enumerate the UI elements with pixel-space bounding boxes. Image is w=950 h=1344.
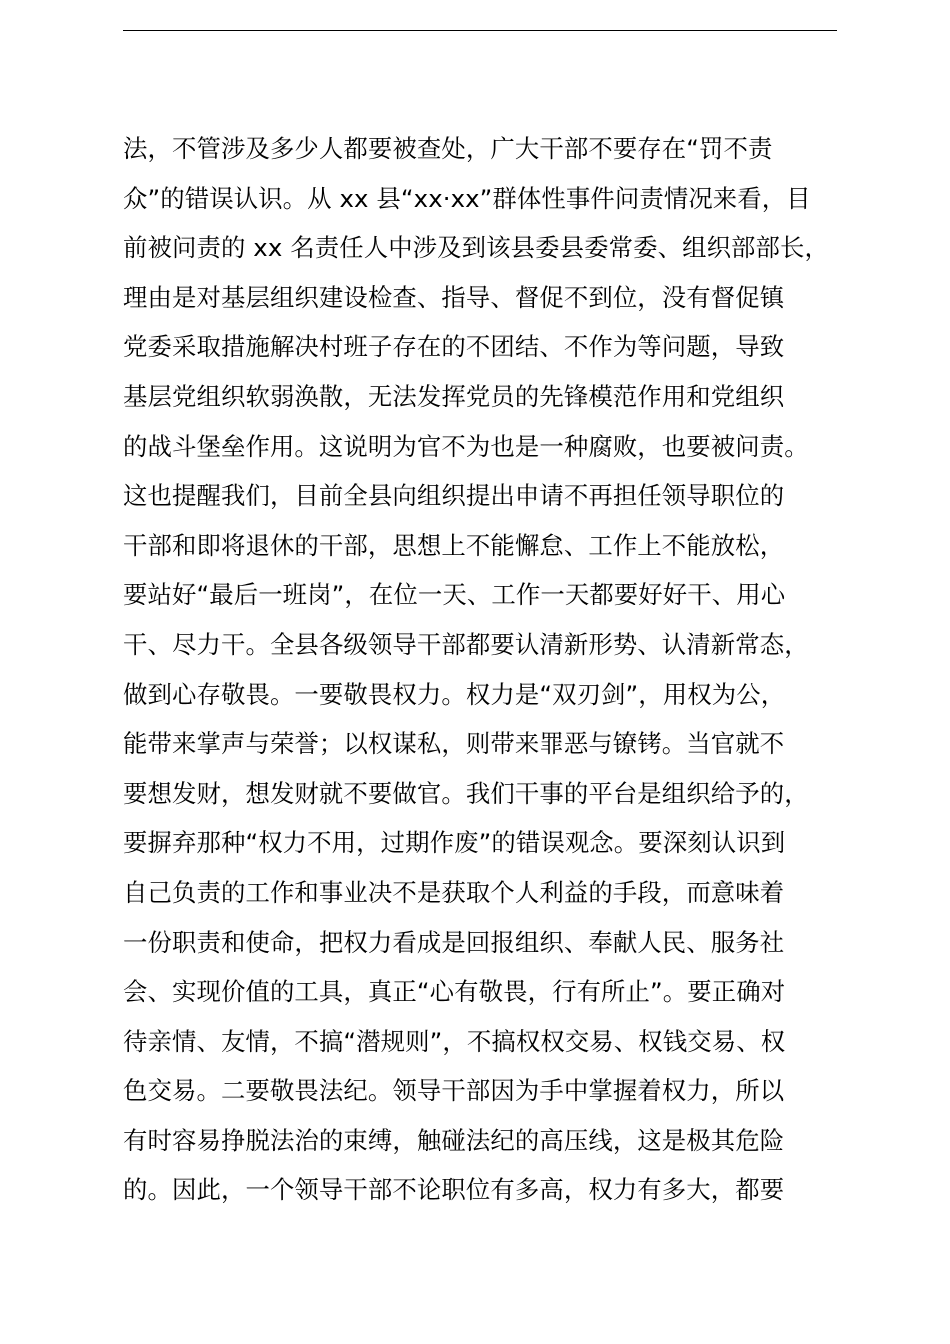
text-line: 要想发财，想发财就不要做官。我们干事的平台是组织给予的，	[123, 778, 809, 808]
text-line: 一份职责和使命，把权力看成是回报组织、奉献人民、服务社	[123, 927, 785, 957]
text-line: 党委采取措施解决村班子存在的不团结、不作为等问题，导致	[123, 332, 785, 362]
text-line: 会、实现价值的工具，真正“心有敬畏，行有所止”。要正确对	[123, 977, 786, 1007]
text-line: 众”的错误认识。从 xx 县“xx·xx”群体性事件问责情况来看，目	[123, 183, 811, 213]
text-line: 法，不管涉及多少人都要被查处，广大干部不要存在“罚不责	[123, 134, 773, 163]
text-line: 这也提醒我们，目前全县向组织提出申请不再担任领导职位的	[123, 481, 785, 511]
text-line: 要摒弃那种“权力不用，过期作废”的错误观念。要深刻认识到	[123, 828, 786, 858]
text-line: 前被问责的 xx 名责任人中涉及到该县委县委常委、组织部部长，	[123, 233, 830, 263]
text-line: 干部和即将退休的干部，思想上不能懈怠、工作上不能放松，	[123, 530, 785, 560]
body-text	[123, 124, 873, 1215]
text-line: 色交易。二要敬畏法纪。领导干部因为手中掌握着权力，所以	[123, 1076, 785, 1106]
text-line: 理由是对基层组织建设检查、指导、督促不到位，没有督促镇	[123, 282, 785, 312]
header-rule	[123, 30, 837, 31]
text-line: 能带来掌声与荣誉；以权谋私，则带来罪恶与镣铐。当官就不	[123, 729, 785, 759]
text-line: 有时容易挣脱法治的束缚，触碰法纪的高压线，这是极其危险	[123, 1125, 785, 1155]
text-line: 待亲情、友情，不搞“潜规则”，不搞权权交易、权钱交易、权	[123, 1026, 786, 1056]
text-line: 基层党组织软弱涣散，无法发挥党员的先锋模范作用和党组织	[123, 381, 785, 411]
text-line: 干、尽力干。全县各级领导干部都要认清新形势、认清新常态，	[123, 629, 809, 659]
text-line: 要站好“最后一班岗”，在位一天、工作一天都要好好干、用心	[123, 580, 786, 610]
text-line: 做到心存敬畏。一要敬畏权力。权力是“双刃剑”，用权为公，	[123, 679, 786, 709]
text-line: 的。因此，一个领导干部不论职位有多高，权力有多大，都要	[123, 1175, 785, 1205]
text-line: 自己负责的工作和事业决不是获取个人利益的手段，而意味着	[123, 877, 785, 907]
text-line: 的战斗堡垒作用。这说明为官不为也是一种腐败，也要被问责。	[123, 431, 809, 461]
